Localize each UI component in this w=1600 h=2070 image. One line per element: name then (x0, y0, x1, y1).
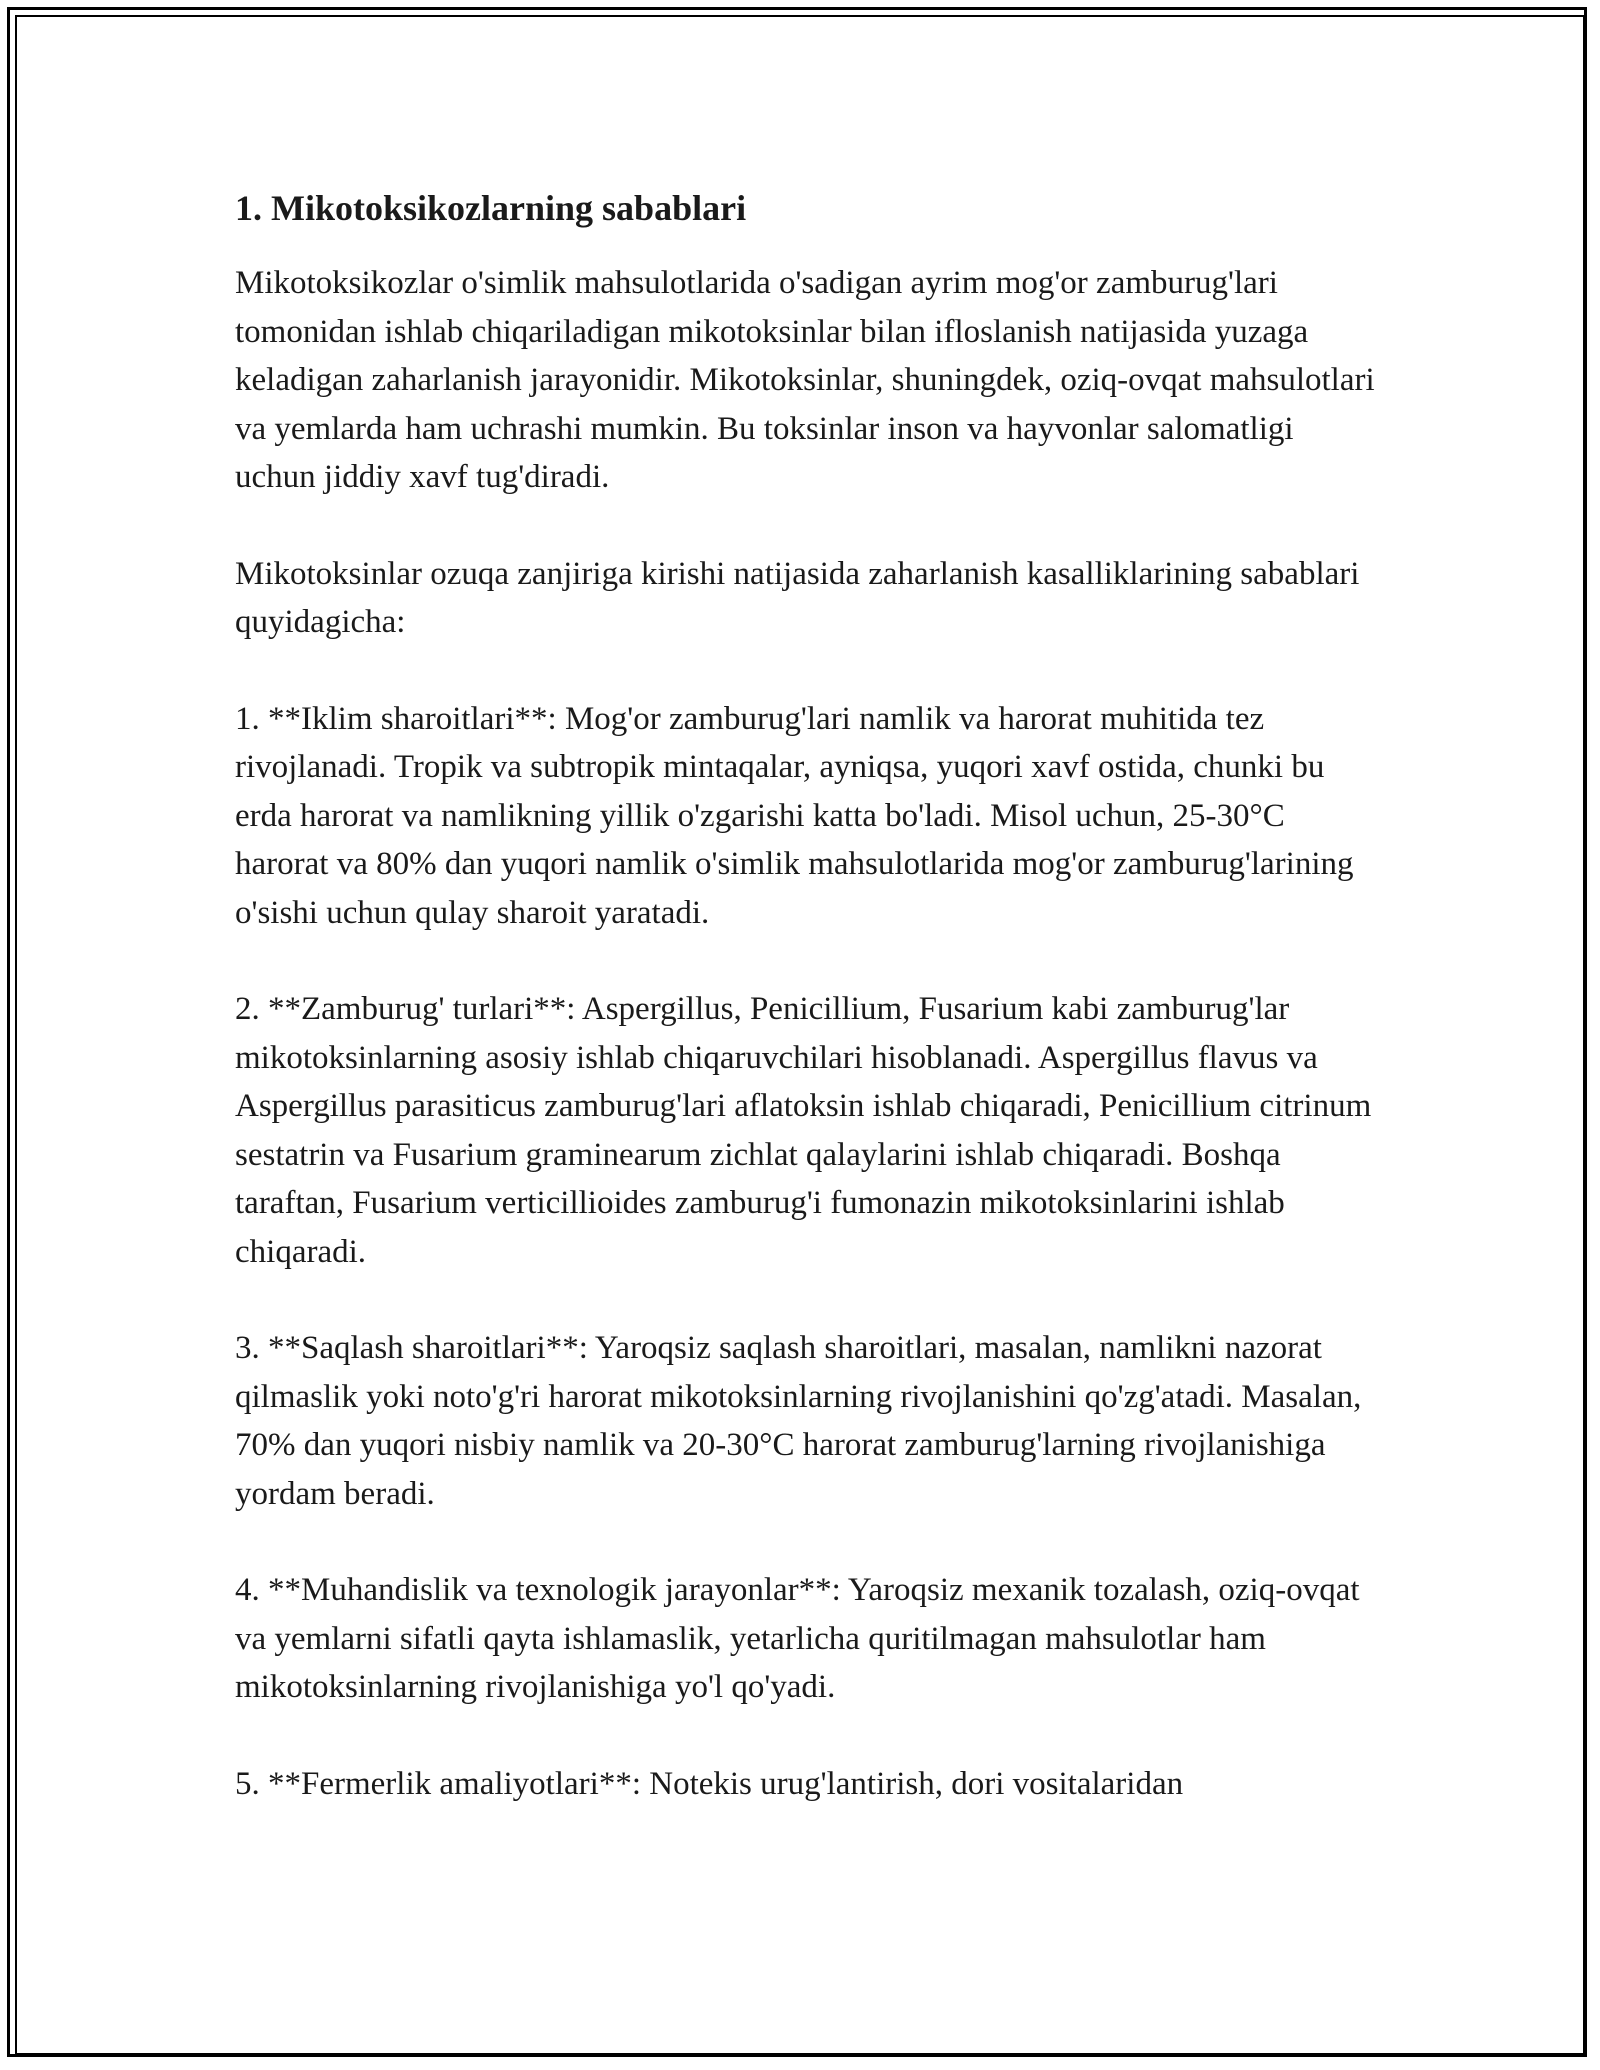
list-item-engineering: 4. **Muhandislik va texnologik jarayonlar**: Yaroqsiz mexanik tozalash, oziq-ovqat va yemlarni sifatli qayta ishlamaslik, yetarlicha quritilmagan mahsulotlar ham mikotoksinlarning rivojlanishiga yo'l qo'yadi. (235, 1572, 1360, 1705)
causes-intro-paragraph: Mikotoksinlar ozuqa zanjiriga kirishi natijasida zaharlanish kasalliklarining sabablari quyidagicha: (235, 555, 1360, 640)
section-heading: 1. Mikotoksikozlarning sabablari (235, 188, 747, 228)
list-item-farming: 5. **Fermerlik amaliyotlari**: Notekis urug'lantirish, dori vositalaridan (235, 1765, 1184, 1802)
list-item-storage: 3. **Saqlash sharoitlari**: Yaroqsiz saqlash sharoitlari, masalan, namlikni nazorat qilmaslik yoki noto'g'ri harorat mikotoksinlarning rivojlanishini qo'zg'atadi. Masalan, 70% dan yuqori nisbiy namlik va 20-30°C harorat zamburug'larning rivojlanishiga yordam beradi. (235, 1330, 1362, 1512)
document-body (235, 186, 1375, 1856)
list-item-climate: 1. **Iklim sharoitlari**: Mog'or zamburug'lari namlik va harorat muhitida tez rivojlanadi. Tropik va subtropik mintaqalar, ayniqsa, yuqori xavf ostida, chunki bu erda harorat va namlikning yillik o'zgarishi katta bo'ladi. Misol uchun, 25-30°C harorat va 80% dan yuqori namlik o'simlik mahsulotlarida mog'or zamburug'larining o'sishi uchun qulay sharoit yaratadi. (235, 700, 1354, 931)
intro-paragraph: Mikotoksikozlar o'simlik mahsulotlarida o'sadigan ayrim mog'or zamburug'lari tomonidan ishlab chiqariladigan mikotoksinlar bilan ifloslanish natijasida yuzaga keladigan zaharlanish jarayonidir. Mikotoksinlar, shuningdek, oziq-ovqat mahsulotlari va yemlarda ham uchrashi mumkin. Bu toksinlar inson va hayvonlar salomatligi uchun jiddiy xavf tug'diradi. (235, 265, 1375, 495)
list-item-fungus-types: 2. **Zamburug' turlari**: Aspergillus, Penicillium, Fusarium kabi zamburug'lar mikotoksinlarning asosiy ishlab chiqaruvchilari hisoblanadi. Aspergillus flavus va Aspergillus parasiticus zamburug'lari aflatoksin ishlab chiqaradi, Penicillium citrinum sestatrin va Fusarium graminearum zichlat qalaylarini ishlab chiqaradi. Boshqa taraftan, Fusarium verticillioides zamburug'i fumonazin mikotoksinlarini ishlab chiqaradi. (235, 991, 1372, 1270)
